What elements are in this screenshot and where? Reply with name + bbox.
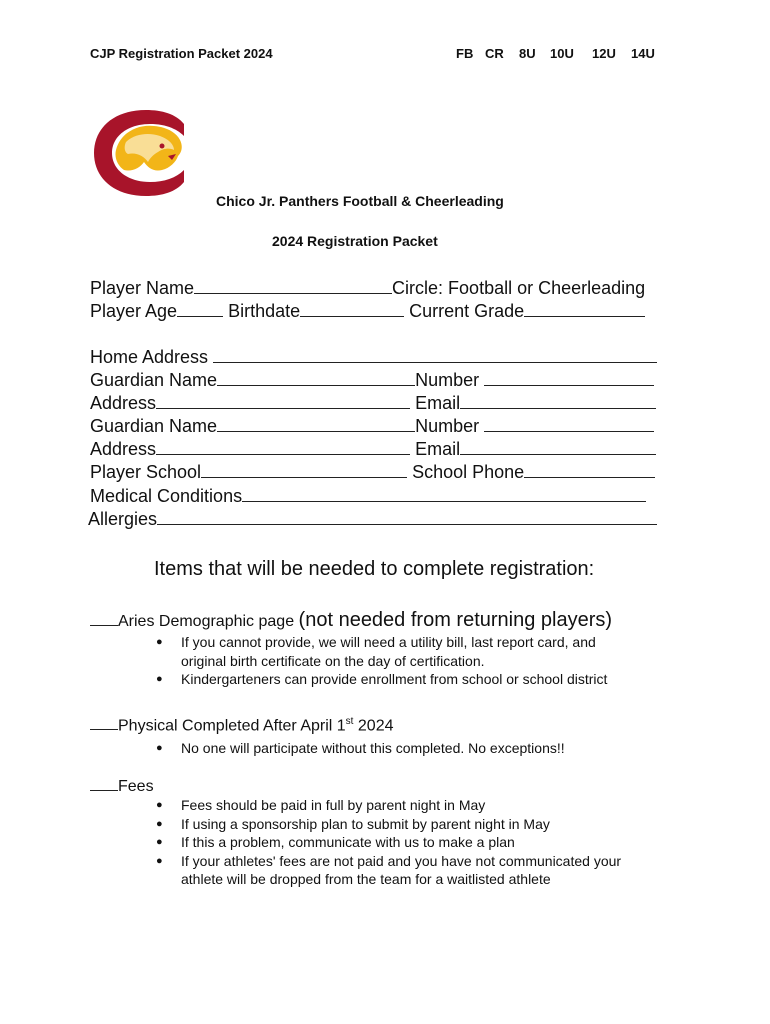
category-fb: FB — [456, 46, 474, 61]
player-age-row — [90, 300, 645, 323]
category-12u: 12U — [592, 46, 616, 61]
list-item: ● If using a sponsorship plan to submit by parent night in May — [156, 815, 621, 834]
address-2-row — [90, 438, 656, 461]
address-2-label: Address — [90, 439, 157, 459]
sport-choice-label: Circle: Football or Cheerleading — [392, 278, 646, 298]
list-item: ● If your athletes' fees are not paid and you have not communicated your athlete will be dropped from the team for a waitlisted athlete — [156, 852, 621, 889]
address-1-field[interactable] — [156, 393, 410, 409]
email-2-label: Email — [415, 439, 461, 459]
player-name-label: Player Name — [90, 278, 195, 298]
physical-bullets — [156, 739, 565, 758]
category-10u: 10U — [550, 46, 574, 61]
player-age-label: Player Age — [90, 301, 178, 321]
category-cr: CR — [485, 46, 504, 61]
packet-label: CJP Registration Packet 2024 — [90, 46, 273, 61]
guardian-name-2-label: Guardian Name — [90, 416, 218, 436]
fees-label: Fees — [118, 778, 154, 795]
current-grade-field[interactable] — [524, 301, 645, 317]
school-phone-field[interactable] — [524, 462, 655, 478]
physical-label: Physical Completed After April 1 — [118, 717, 346, 735]
player-name-field[interactable] — [194, 278, 392, 294]
player-school-label: Player School — [90, 462, 202, 482]
guardian-name-2-field[interactable] — [217, 416, 415, 432]
fees-bullets — [156, 796, 621, 889]
address-2-field[interactable] — [156, 439, 410, 455]
number-2-label: Number — [415, 416, 480, 436]
address-1-label: Address — [90, 393, 157, 413]
items-heading: Items that will be needed to complete registration: — [154, 558, 595, 580]
org-title: Chico Jr. Panthers Football & Cheerleading — [216, 193, 504, 209]
number-1-field[interactable] — [484, 370, 654, 386]
home-address-label: Home Address — [90, 347, 209, 367]
packet-subtitle: 2024 Registration Packet — [272, 233, 438, 249]
panther-logo-icon — [92, 110, 188, 196]
number-2-field[interactable] — [484, 416, 654, 432]
birthdate-field[interactable] — [300, 301, 404, 317]
aries-bullets — [156, 633, 607, 689]
list-item: ● If you cannot provide, we will need a utility bill, last report card, and original birth certificate on the day of certification. — [156, 633, 607, 670]
home-address-row — [90, 346, 657, 369]
address-1-row — [90, 392, 656, 415]
current-grade-label: Current Grade — [409, 301, 525, 321]
physical-year: 2024 — [357, 717, 394, 735]
fees-row — [90, 777, 154, 796]
allergies-field[interactable] — [157, 509, 657, 525]
aries-label: Aries Demographic page — [118, 613, 295, 630]
player-age-field[interactable] — [177, 301, 223, 317]
medical-conditions-label: Medical Conditions — [90, 486, 243, 506]
school-phone-label: School Phone — [412, 462, 525, 482]
list-item: ● If this a problem, communicate with us to make a plan — [156, 833, 621, 852]
guardian-1-row — [90, 369, 654, 392]
list-item: ● No one will participate without this completed. No exceptions!! — [156, 739, 565, 758]
guardian-name-1-field[interactable] — [217, 370, 415, 386]
medical-row — [90, 485, 646, 508]
physical-checkbox[interactable] — [90, 716, 118, 730]
fees-checkbox[interactable] — [90, 777, 118, 791]
guardian-name-1-label: Guardian Name — [90, 370, 218, 390]
player-school-field[interactable] — [201, 462, 407, 478]
birthdate-label: Birthdate — [228, 301, 301, 321]
category-8u: 8U — [519, 46, 536, 61]
player-name-row — [90, 277, 645, 300]
email-1-field[interactable] — [460, 393, 656, 409]
aries-checkbox[interactable] — [90, 612, 118, 626]
category-14u: 14U — [631, 46, 655, 61]
allergies-label: Allergies — [88, 509, 158, 529]
guardian-2-row — [90, 415, 654, 438]
player-school-row — [90, 461, 655, 484]
aries-note: (not needed from returning players) — [298, 609, 613, 631]
home-address-field[interactable] — [213, 347, 657, 363]
list-item: ● Fees should be paid in full by parent night in May — [156, 796, 621, 815]
physical-date-sup: st — [345, 716, 354, 727]
list-item: ● Kindergarteners can provide enrollment from school or school district — [156, 670, 607, 689]
number-1-label: Number — [415, 370, 480, 390]
email-1-label: Email — [415, 393, 461, 413]
aries-row — [90, 609, 612, 632]
email-2-field[interactable] — [460, 439, 656, 455]
physical-row — [90, 716, 394, 735]
medical-conditions-field[interactable] — [242, 486, 646, 502]
allergies-row — [88, 508, 657, 531]
